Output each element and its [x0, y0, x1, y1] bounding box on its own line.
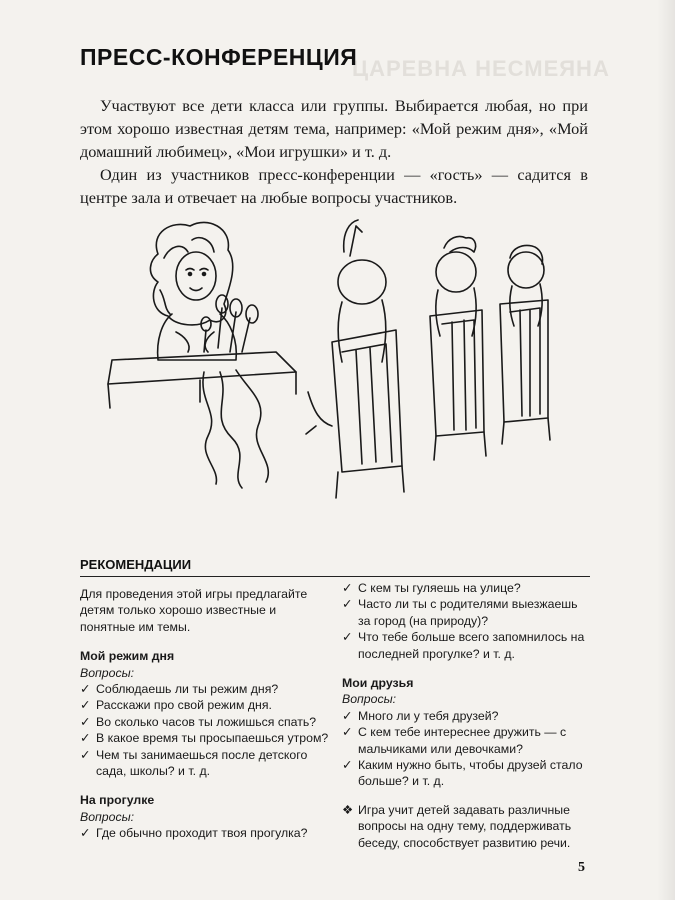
checkmark-icon: ✓ — [80, 682, 91, 697]
checkmark-icon: ✓ — [80, 698, 91, 713]
list-item: ✓ Во сколько часов ты ложишься спать? — [80, 714, 317, 729]
intro-text — [80, 94, 588, 209]
intro-paragraph: Участвуют все дети класса или группы. Выбирается любая, но при этом хорошо известная детям тема, например: «Мой режим дня», «Мой домашний любимец», «Мои игрушки» и т. д. — [80, 96, 588, 161]
list-item: ✓ С кем тебе интереснее дружить — с мальчиками или девочками? — [342, 725, 567, 756]
divider — [80, 576, 590, 577]
list-item: ✓ Расскажи про свой режим дня. — [80, 698, 272, 713]
page-edge-shadow — [657, 0, 675, 900]
checkmark-icon: ✓ — [342, 581, 353, 595]
checkmark-icon: ✓ — [80, 714, 91, 729]
page-number: 5 — [578, 860, 585, 875]
list-item: ✓ Часто ли ты с родителями выезжаешь за город (на природу)? — [342, 597, 578, 628]
list-item: ✓ Чем ты занимаешься после детского сада, школы? и т. д. — [80, 747, 308, 779]
list-item: ✓ Много ли у тебя друзей? — [342, 708, 499, 723]
press-conference-illustration — [80, 212, 590, 552]
page-title: ПРЕСС-КОНФЕРЕНЦИЯ — [80, 44, 358, 70]
list-item: ✓ Каким нужно быть, чтобы друзей стало больше? и т. д. — [342, 758, 583, 789]
list-item: ✓ В какое время ты просыпаешься утром? — [80, 731, 329, 746]
checkmark-icon: ✓ — [342, 630, 353, 645]
checkmark-icon: ✓ — [342, 758, 353, 773]
intro-paragraph: Один из участников пресс-конференции — «гость» — садится в центре зала и отвечает на любые вопросы участников. — [80, 165, 588, 207]
diamond-bullet-icon: ❖ — [342, 802, 354, 817]
list-item: ✓ Соблюдаешь ли ты режим дня? — [80, 682, 279, 697]
checkmark-icon: ✓ — [80, 731, 91, 746]
checkmark-icon: ✓ — [80, 826, 91, 841]
recommendations-left-column — [80, 586, 330, 842]
recommendations-right-column — [342, 580, 592, 851]
bleed-through-title: ЦАРЕВНА НЕСМЕЯНА — [352, 56, 610, 81]
questions-label: Вопросы: — [342, 692, 397, 707]
recommendations-intro: Для проведения этой игры предлагайте детям только хорошо известные и понятные им темы. — [80, 587, 308, 634]
list-item: ✓ Где обычно проходит твоя прогулка? — [80, 826, 308, 841]
note: ❖ Игра учит детей задавать различные вопросы на одну тему, поддерживать беседу, способствует развитию речи. — [342, 802, 572, 850]
checkmark-icon: ✓ — [80, 747, 91, 762]
section-title-daily-routine: Мой режим дня — [80, 649, 175, 664]
section-title-friends: Мои друзья — [342, 676, 414, 691]
questions-label: Вопросы: — [80, 665, 135, 680]
checkmark-icon: ✓ — [342, 725, 353, 740]
checkmark-icon: ✓ — [342, 597, 353, 612]
questions-label: Вопросы: — [80, 809, 135, 824]
recommendations-heading: РЕКОМЕНДАЦИИ — [80, 557, 192, 572]
checkmark-icon: ✓ — [342, 708, 353, 723]
list-item: ✓ С кем ты гуляешь на улице? — [342, 581, 521, 595]
list-item: ✓ Что тебе больше всего запомнилось на последней прогулке? и т. д. — [342, 630, 585, 661]
section-title-walk: На прогулке — [80, 793, 155, 808]
